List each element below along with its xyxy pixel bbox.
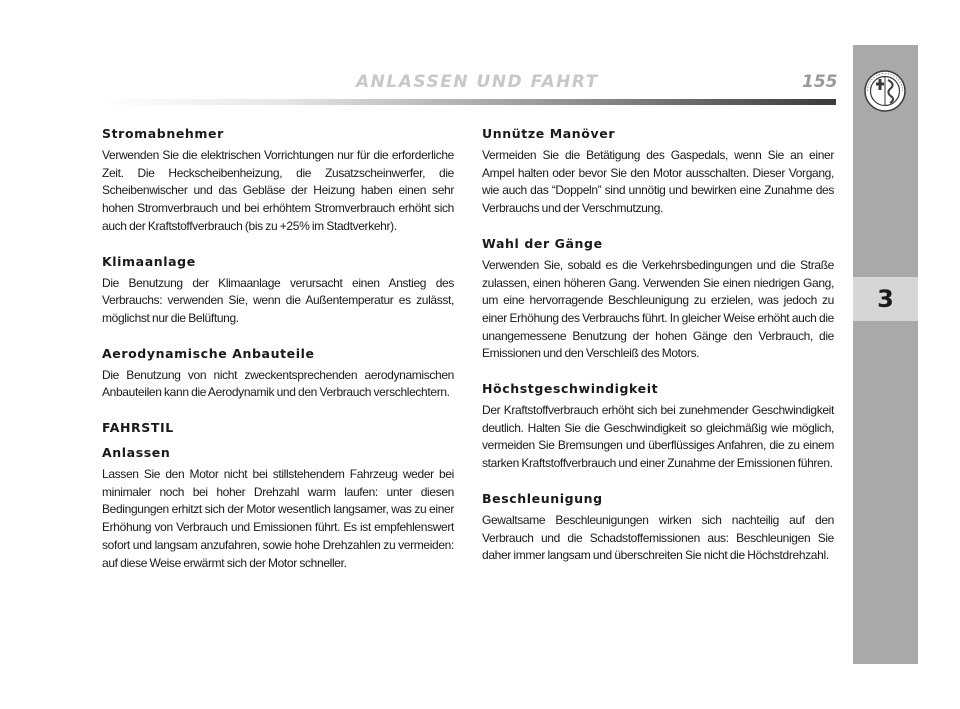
section-heading: Stromabnehmer: [102, 126, 224, 141]
section-heading: Höchstgeschwindigkeit: [482, 381, 659, 397]
left-column: [102, 126, 454, 590]
page-header-title: ANLASSEN UND FAHRT: [356, 72, 599, 92]
section-text: Lassen Sie den Motor nicht bei stillstehendem Fahrzeug weder bei minimaler noch bei hoher Drehzahl warm laufen: unter diesen Bedingungen erhitzt sich der Motor wesentlich langsamer, was zu einer Erhöhung von Verbrauch und Emissionen führt. Es ist empfehlenswert sofort und langsam anzufahren, sowie hohe Drehzahlen zu vermeiden: auf diese Weise erwärmt sich der Motor schneller.: [102, 467, 454, 570]
section-text: Der Kraftstoffverbrauch erhöht sich bei zunehmender Geschwindigkeit deutlich. Halten Sie die Geschwindigkeit so gleichmäßig wie möglich, vermeiden Sie Bremsungen und überflüssiges Anfahren, die zu einem starken Kraftstoffverbrauch und einer Zunahme der Emissionen führen.: [482, 403, 834, 471]
section-heading: Beschleunigung: [482, 490, 603, 506]
chapter-indicator[interactable]: [853, 277, 918, 321]
section-heading: Klimaanlage: [102, 253, 196, 269]
section-text: Verwenden Sie, sobald es die Verkehrsbedingungen und die Straße zulassen, einen höheren Gang. Verwenden Sie einen niedrigen Gang, um eine hervorragende Beschleunigung zu erzielen, was jedoch zu einer Erhöhung des Verbrauchs führt. In gleicher Weise erhöht auch die unangemessene Benutzung der hohen Gänge den Verbrauch, die Emissionen und den Verschleiß des Motors.: [482, 257, 834, 361]
chapter-section-title: FAHRSTIL: [102, 420, 174, 436]
section-heading: Aerodynamische Anbauteile: [102, 345, 315, 361]
header-divider: [100, 99, 836, 105]
alfa-romeo-logo-icon: [864, 70, 906, 112]
section-text: Gewaltsame Beschleunigungen wirken sich nachteilig auf den Verbrauch und die Schadstoffemissionen aus: Beschleunigen Sie daher immer langsam und überschreiten Sie nicht die Höchstdrehzahl.: [482, 512, 834, 563]
section-text: Verwenden Sie die elektrischen Vorrichtungen nur für die erforderliche Zeit. Die Heckscheibenheizung, die Zusatzscheinwerfer, die Scheibenwischer und das Gebläse der Heizung haben einen sehr hohen Stromverbrauch und bei erhöhtem Stromverbrauch erhöht sich auch der Kraftstoffverbrauch (bis zu +25% im Stadtverkehr).: [102, 148, 454, 233]
right-column: [482, 126, 834, 583]
chapter-side-tab: [853, 45, 918, 664]
chapter-number: 3: [877, 285, 894, 313]
page-number: 155: [802, 72, 838, 92]
section-text: Die Benutzung der Klimaanlage verursacht einen Anstieg des Verbrauchs: verwenden Sie, wenn die Außentemperatur es zulässt, möglichst nur die Belüftung.: [102, 275, 454, 325]
section-text: Die Benutzung von nicht zweckentsprechenden aerodynamischen Anbauteilen kann die Aerodynamik und den Verbrauch verschlechtern.: [102, 367, 454, 400]
section-heading: Unnütze Manöver: [482, 126, 616, 141]
section-heading: Wahl der Gänge: [482, 235, 603, 251]
section-text: Vermeiden Sie die Betätigung des Gaspedals, wenn Sie an einer Ampel halten oder bevor Sie den Motor ausschalten. Dieser Vorgang, wie auch das “Doppeln” sind unnötig und bewirken eine Zunahme des Verbrauchs und der Verschmutzung.: [482, 148, 834, 216]
section-heading: Anlassen: [102, 445, 171, 461]
